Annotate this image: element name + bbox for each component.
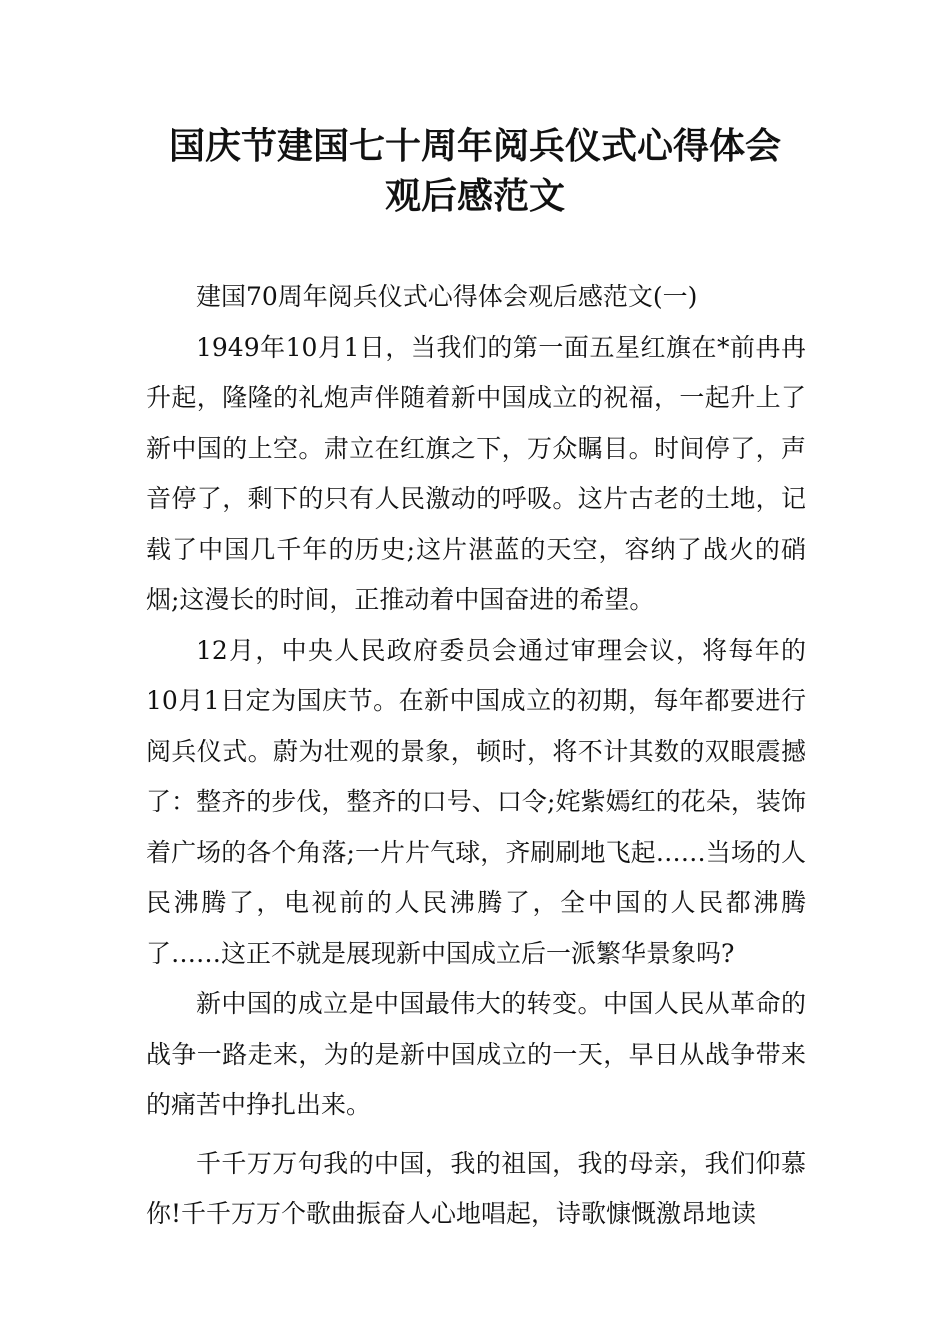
paragraph-1: 1949年10月1日，当我们的第一面五星红旗在*前冉冉升起，隆隆的礼炮声伴随着新中国成立的祝福，一起升上了新中国的上空。肃立在红旗之下，万众瞩目。时间停了，声音停了，剩下的只有人民激动的呼吸。这片古老的土地，记载了中国几千年的历史;这片湛蓝的天空，容纳了战火的硝烟;这漫长的时间，正推动着中国奋进的希望。 <box>146 332 806 614</box>
paragraph-4: 千千万万句我的中国，我的祖国，我的母亲，我们仰慕你!千千万万个歌曲振奋人心地唱起，诗歌慷慨激昂地读 <box>146 1148 806 1228</box>
title-line-1: 国庆节建国七十周年阅兵仪式心得体会 <box>168 126 781 167</box>
document-body <box>146 272 806 1240</box>
paragraph-3: 新中国的成立是中国最伟大的转变。中国人民从革命的战争一路走来，为的是新中国成立的一天，早日从战争带来的痛苦中挣扎出来。 <box>146 989 806 1119</box>
title-line-2: 观后感范文 <box>384 176 565 217</box>
section-subtitle: 建国70周年阅兵仪式心得体会观后感范文(一) <box>196 282 698 311</box>
document-title <box>100 122 850 222</box>
paragraph-2: 12月，中央人民政府委员会通过审理会议，将每年的10月1日定为国庆节。在新中国成立的初期，每年都要进行阅兵仪式。蔚为壮观的景象，顿时，将不计其数的双眼震撼了：整齐的步伐，整齐的口号、口令;姹紫嫣红的花朵，装饰着广场的各个角落;一片片气球，齐刷刷地飞起……当场的人民沸腾了，电视前的人民沸腾了，全中国的人民都沸腾了……这正不就是展现新中国成立后一派繁华景象吗? <box>146 635 806 968</box>
